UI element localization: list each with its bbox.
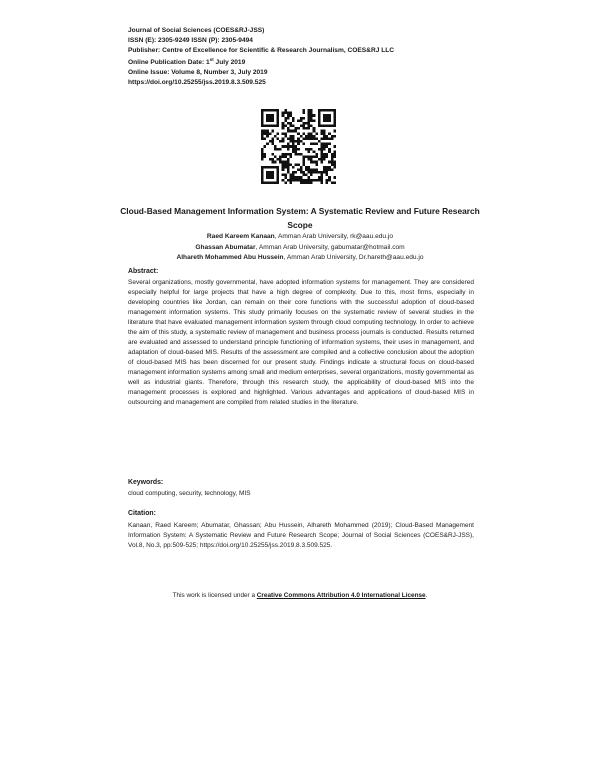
license-link[interactable]: Creative Commons Attribution 4.0 International License	[256, 592, 426, 599]
citation-heading: Citation:	[128, 510, 156, 517]
online-issue-line: Online Issue: Volume 8, Number 3, July 2019	[128, 69, 268, 77]
keywords-heading: Keywords:	[128, 479, 164, 486]
qr-code-image	[261, 109, 336, 184]
online-publication-date: Online Publication Date: 1st July 2019	[128, 57, 246, 67]
keywords-text: cloud computing, security, technology, MIS	[128, 490, 251, 497]
journal-name: Journal of Social Sciences (COES&RJ-JSS)	[128, 27, 265, 34]
license-notice: This work is licensed under a Creative Commons Attribution 4.0 International License.	[172, 592, 428, 599]
abstract-text: Several organizations, mostly governmental, have adopted information systems for management. They are considered especially helpful for large projects that have a high degree of complexity. Due to this, most firms, especially in developing countries like Jordan, can remain on their core functions with the successful adoption of cloud-based management information systems. This study primarily focuses on the systematic review of several studies in the literature that have evaluated management information system through cloud computing technology. In order to achieve the aim of this study, a systematic review of management and business process journals is conducted. Results returned are evaluated and assessed to understand principle functioning of information systems, their uses in management, and adaptation of cloud-based MIS. Results of the assessment are compiled and a collective conclusion about the adoption of cloud-based MIS has been discerned for our present study. Findings indicate a structural focus on cloud-based management information systems among small and medium enterprises, several organizations, mostly governmental as well as industrial giants. Therefore, through this research study, the applicability of cloud-based MIS into the management processes is explored and highlighted. Various advantages and applications of cloud-based MIS in outsourcing and management are compiled from related studies in the literature.	[128, 279, 474, 406]
journal-header	[128, 26, 488, 88]
author-line: Alhareth Mohammed Abu Hussein, Amman Arab University, Dr.hareth@aau.edu.jo	[176, 254, 424, 262]
author-line: Raed Kareem Kanaan, Amman Arab University, rk@aau.edu.jo	[206, 233, 394, 240]
publisher-line: Publisher: Centre of Excellence for Scientific & Research Journalism, COES&RJ LLC	[128, 46, 395, 54]
article-title: Cloud-Based Management Information System: A Systematic Review and Future Research Scope	[120, 206, 480, 230]
doi-line: https://doi.org/10.25255/jss.2019.8.3.509.525	[128, 79, 266, 87]
citation-text: Kanaan, Raed Kareem; Abumatar, Ghassan; Abu Hussein, Alhareth Mohammed (2019); Cloud-Based Management Information System: A Systematic Review and Future Research Scope; Journal of Social Sciences (COES&RJ-JSS), Vol.8, No.3, pp:509-525; https://doi.org/10.25255/jss.2019.8.3.509.525.	[128, 522, 474, 549]
abstract-heading: Abstract:	[128, 268, 159, 275]
author-line: Ghassan Abumatar, Amman Arab University, gabumatar@hotmail.com	[195, 243, 405, 251]
author-list	[120, 232, 480, 264]
issn-line: ISSN (E): 2305-9249 ISSN (P): 2305-9494	[128, 36, 253, 44]
